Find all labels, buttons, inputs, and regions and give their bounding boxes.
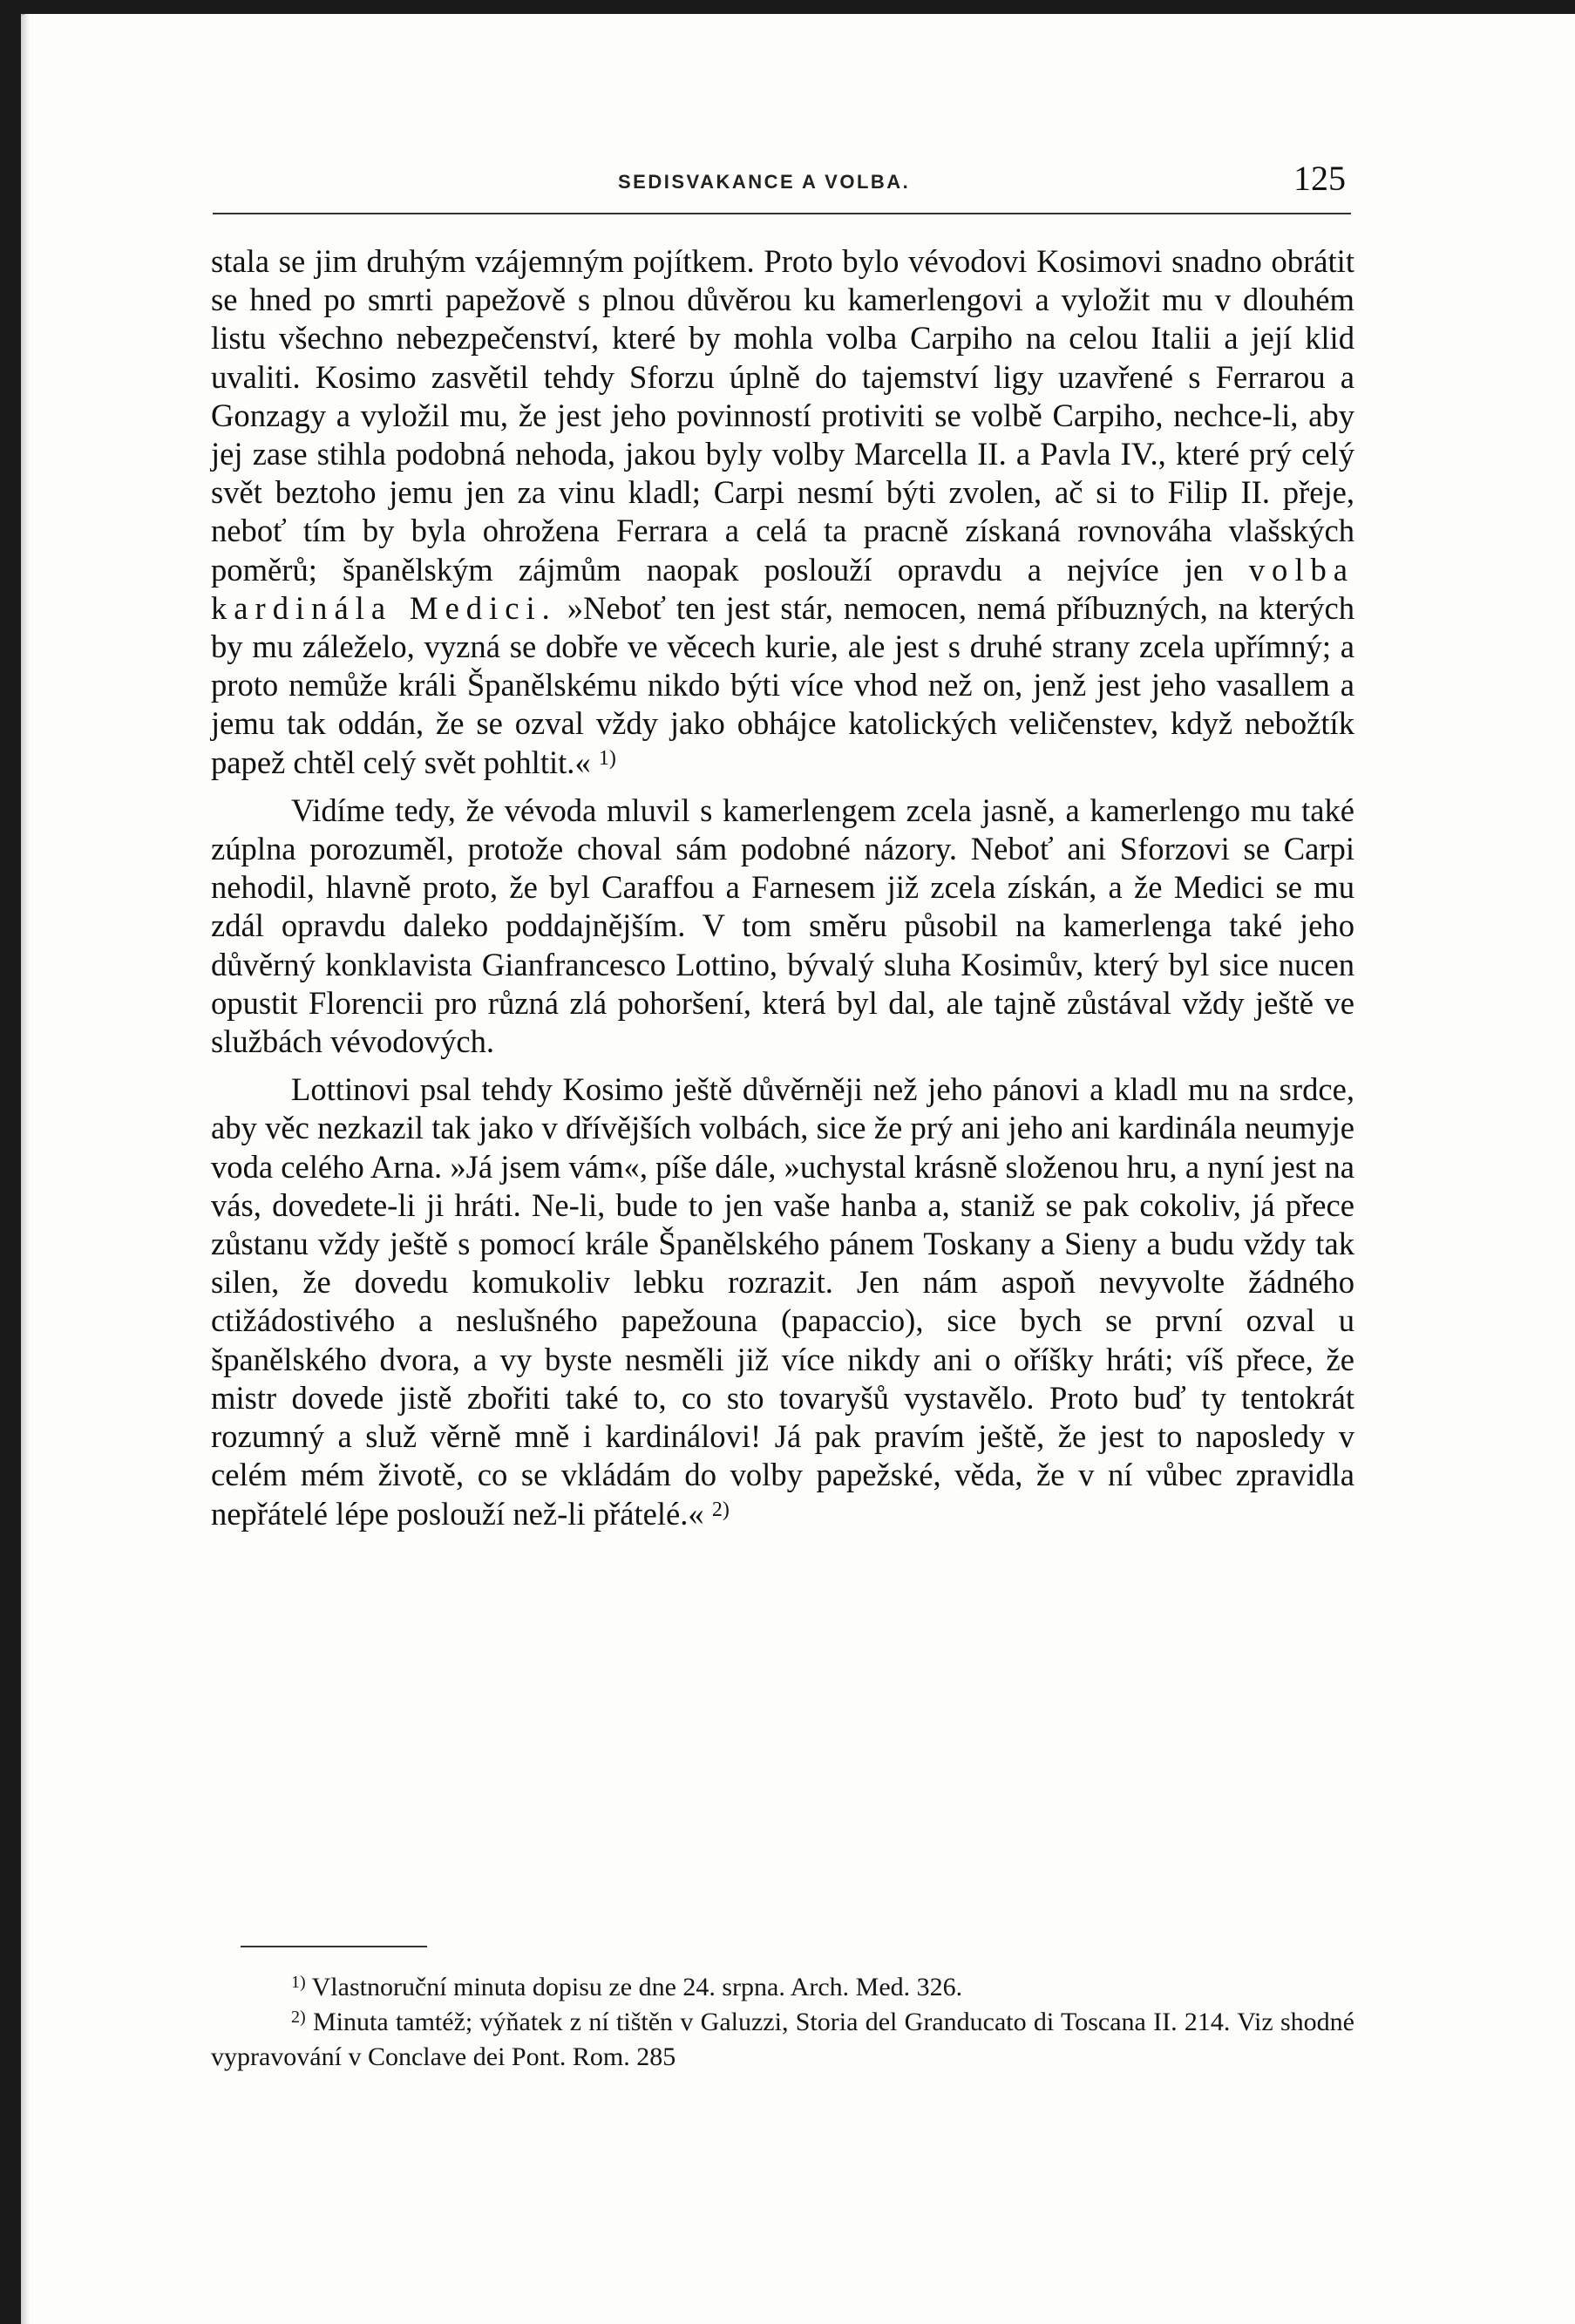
page-edge-shadow bbox=[21, 14, 30, 2324]
footnote-2 bbox=[211, 2005, 1354, 2075]
paragraph-3 bbox=[211, 1070, 1354, 1532]
footnote-text-1: Vlastnoruční minuta dopisu ze dne 24. srpna. Arch. Med. 326. bbox=[311, 1973, 963, 2001]
page-number: 125 bbox=[1293, 159, 1346, 198]
book-page bbox=[21, 14, 1575, 2324]
footnote-mark-1: 1) bbox=[291, 1973, 306, 1992]
footnote-1 bbox=[211, 1970, 1354, 2005]
paragraph-1-text-b: »Neboť ten jest stár, nemocen, nemá příbuzných, na kterých by mu záleželo, vyzná se dobře ve věcech kurie, ale jest s druhé strany zcela upřímný; a proto nemůže králi Španělskému nikdo býti více vhod než on, jenž jest jeho vasallem a jemu tak oddán, že se ozval vždy jako obhájce katolických veličenstev, když nebožtík papež chtěl celý svět pohltit.« bbox=[211, 589, 1354, 780]
footnote-ref-2: 2) bbox=[711, 1498, 730, 1521]
main-text bbox=[211, 242, 1354, 1543]
paragraph-1 bbox=[211, 242, 1354, 782]
footnote-divider bbox=[241, 1946, 427, 1947]
footnotes bbox=[211, 1970, 1354, 2075]
footnote-mark-2: 2) bbox=[291, 2008, 306, 2027]
paragraph-2: Vidíme tedy, že vévoda mluvil s kamerlengem zcela jasně, a kamerlengo mu také zúplna porozuměl, protože choval sám podobné názory. Neboť ani Sforzovi se Carpi nehodil, hlavně proto, že byl Caraffou a Farnesem již zcela získán, a že Medici se mu zdál opravdu daleko poddajnějším. V tom směru působil na kamerlenga také jeho důvěrný konklavista Gianfrancesco Lottino, bývalý sluha Kosimův, který byl sice nucen opustit Florencii pro různá zlá pohoršení, která byl dal, ale tajně zůstával vždy ještě ve službách vévodových. bbox=[211, 792, 1354, 1060]
emphasized-phrase: volba kardinála Medici. bbox=[211, 551, 1354, 626]
paragraph-3-text: Lottinovi psal tehdy Kosimo ještě důvěrněji než jeho pánovi a kladl mu na srdce, aby věc nezkazil tak jako v dřívějších volbách, sice že prý ani jeho ani kardinála neumyje voda celého Arna. »Já jsem vám«, píše dále, »uchystal krásně složenou hru, a nyní jest na vás, dovedete-li ji hráti. Ne-li, bude to jen vaše hanba a, staniž se pak cokoliv, já přece zůstanu vždy ještě s pomocí krále Španělského pánem Toskany a Sieny a budu vždy tak silen, že dovedu komukoliv lebku rozrazit. Jen nám aspoň nevyvolte žádného ctižádostivého a neslušného papežouna (papaccio), sice bych se první ozval u španělského dvora, a vy byste nesměli již více nikdy ani o oříšky hráti; víš přece, že mistr dovede jistě zbořiti také to, co sto tovaryšů vystavělo. Proto buď ty tentokrát rozumný a služ věrně mně i kardinálovi! Já pak pravím ještě, že jest to naposledy v celém mém životě, co se vkládám do volby papežské, věda, že v ní vůbec zpravidla nepřátelé lépe poslouží než-li přátelé.« bbox=[211, 1071, 1354, 1532]
footnote-ref-1: 1) bbox=[598, 746, 616, 770]
page-header bbox=[213, 160, 1351, 214]
paragraph-1-text-a: stala se jim druhým vzájemným pojítkem. Proto bylo vévodovi Kosimovi snadno obrátit se hned po smrti papežově s plnou důvěrou ku kamerlengovi a vyložit mu v dlouhém listu všechno nebezpečenství, které by mohla volba Carpiho na celou Italii a její klid uvaliti. Kosimo zasvětil tehdy Sforzu úplně do tajemství ligy uzavřené s Ferrarou a Gonzagy a vyložil mu, že jest jeho povinností protiviti se volbě Carpiho, nechce-li, aby jej zase stihla podobná nehoda, jakou byly volby Marcella II. a Pavla IV., které prý celý svět beztoho jemu jen za vinu kladl; Carpi nesmí býti zvolen, ač si to Filip II. přeje, neboť tím by byla ohrožena Ferrara a celá ta pracně získaná rovnováha vlašských poměrů; španělským zájmům naopak poslouží opravdu a nejvíce jen bbox=[211, 243, 1354, 588]
running-title: SEDISVAKANCE A VOLBA. bbox=[618, 171, 911, 193]
footnote-text-2: Minuta tamtéž; výňatek z ní tištěn v Galuzzi, Storia del Granducato di Toscana II. 214. Viz shodné vypravování v Conclave dei Pont. Rom. 285 bbox=[211, 2008, 1354, 2071]
